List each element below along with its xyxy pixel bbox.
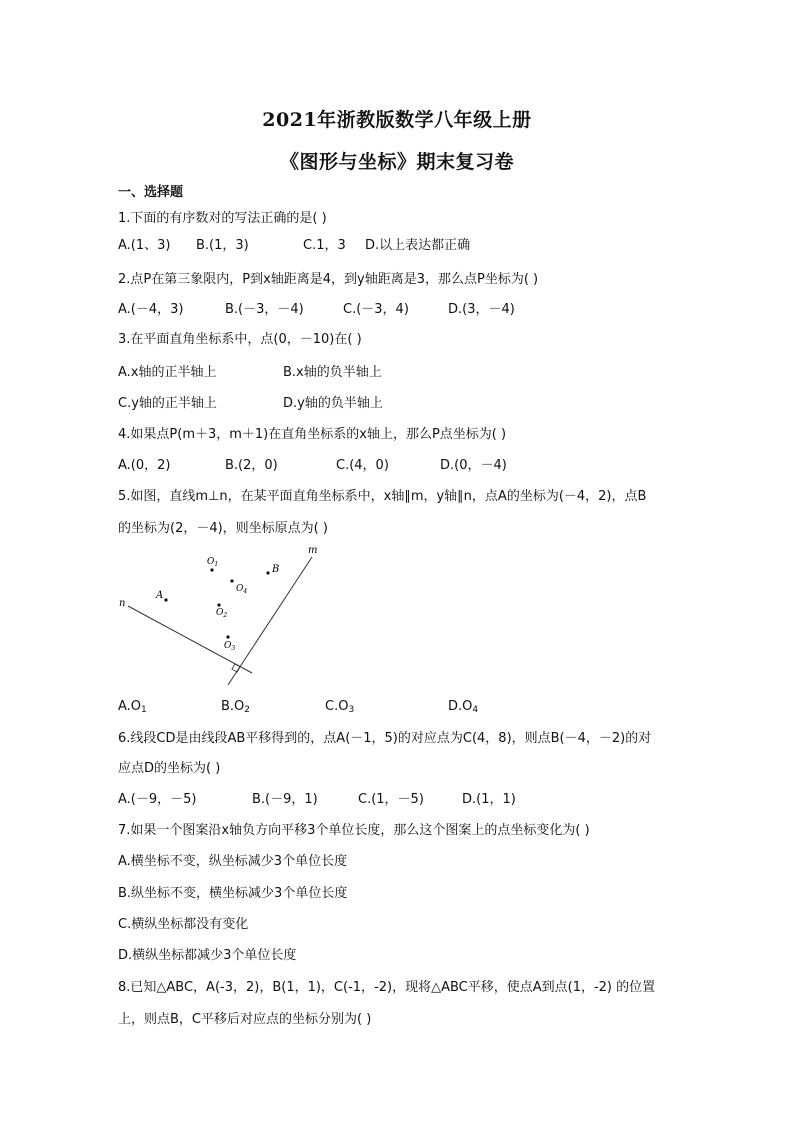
section-heading: 一、选择题 [118,185,184,200]
exam-title: 2021年浙教版数学八年级上册 [262,109,532,131]
line-n [128,606,252,673]
q6-option-a: A.(－9，－5) [118,792,197,807]
q4-option-d: D.(0，－4) [440,458,507,473]
q2-option-d: D.(3，－4) [448,302,515,317]
q4-option-c: C.(4，0) [336,458,389,473]
question-6-stem-line1: 6.线段CD是由线段AB平移得到的，点A(－1，5)的对应点为C(4，8)，则点B(－4，－2)的对 [118,731,652,746]
q1-option-a: A.(1、3) [118,238,171,253]
q1-option-b: B.(1，3) [196,238,249,253]
question-6-options [118,792,718,808]
q3-option-b: B.x轴的负半轴上 [283,365,382,380]
question-7-stem: 7.如果一个图案沿x轴负方向平移3个单位长度，那么这个图案上的点坐标变化为( ) [118,823,590,838]
q7-option-d: D.横纵坐标都减少3个单位长度 [118,948,297,963]
question-6-stem-line2: 应点D的坐标为( ) [118,761,221,776]
question-1-options [118,238,718,254]
q3-option-d: D.y轴的负半轴上 [283,396,383,411]
question-4-stem: 4.如果点P(m＋3，m＋1)在直角坐标系的x轴上，那么P点坐标为( ) [118,427,507,442]
question-5-figure [110,540,330,690]
q7-option-a: A.横坐标不变，纵坐标减少3个单位长度 [118,854,348,869]
label-m: m [308,545,318,556]
point-o4 [230,579,233,582]
q7-option-b: B.纵坐标不变，横坐标减少3个单位长度 [118,886,348,901]
question-8-stem-line1: 8.已知△ABC，A(-3，2)，B(1，1)，C(-1，-2)，现将△ABC平移，使点A到点(1，-2) 的位置 [118,980,656,995]
point-o2 [217,603,220,606]
label-o2: $O_2$ [216,608,228,619]
q3-option-a: A.x轴的正半轴上 [118,365,217,380]
q3-option-c: C.y轴的正半轴上 [118,396,217,411]
q5-option-a: $A.O_1$ [118,699,147,715]
q1-option-c: C.1，3 [303,238,346,253]
q1-option-d: D.以上表达都正确 [365,238,471,253]
question-3-options-row2 [118,396,718,412]
q6-option-b: B.(－9，1) [252,792,318,807]
q4-option-a: A.(0，2) [118,458,171,473]
q4-option-b: B.(2，0) [225,458,278,473]
question-2-stem: 2.点P在第三象限内，P到x轴距离是4，到y轴距离是3，那么点P坐标为( ) [118,272,539,287]
q5-option-c: $C.O_3$ [325,699,355,715]
point-o3 [226,635,229,638]
label-o4: $O_4$ [236,584,248,595]
exam-subtitle: 《图形与坐标》期末复习卷 [279,151,514,173]
q7-option-c: C.横纵坐标都没有变化 [118,917,249,932]
question-5-stem-line1: 5.如图，直线m⊥n，在某平面直角坐标系中，x轴∥m，y轴∥n，点A的坐标为(－4，2)，点B [118,489,647,504]
question-8-stem-line2: 上，则点B，C平移后对应点的坐标分别为( ) [118,1012,372,1027]
q2-option-a: A.(－4，3) [118,302,184,317]
label-o3: $O_3$ [224,641,236,652]
label-n: n [119,598,126,609]
q5-option-b: $B.O_2$ [221,699,251,715]
question-3-stem: 3.在平面直角坐标系中，点(0，－10)在( ) [118,332,362,347]
question-4-options [118,458,718,474]
q6-option-c: C.(1，－5) [358,792,424,807]
q2-option-c: C.(－3，4) [343,302,409,317]
q5-option-d: $D.O_4$ [448,699,479,715]
q2-option-b: B.(－3，－4) [225,302,304,317]
label-a: A [156,590,164,601]
question-2-options [118,302,718,318]
question-3-options-row1 [118,365,718,381]
point-b [266,571,269,574]
line-m [228,557,312,685]
question-5-options [118,699,718,715]
point-a [164,598,167,601]
label-b: B [272,564,280,575]
point-o1 [210,568,213,571]
question-5-stem-line2: 的坐标为(2，－4)，则坐标原点为( ) [118,521,328,536]
question-1-stem: 1.下面的有序数对的写法正确的是( ) [118,211,327,226]
q6-option-d: D.(1，1) [462,792,516,807]
label-o1: $O_1$ [207,557,219,568]
